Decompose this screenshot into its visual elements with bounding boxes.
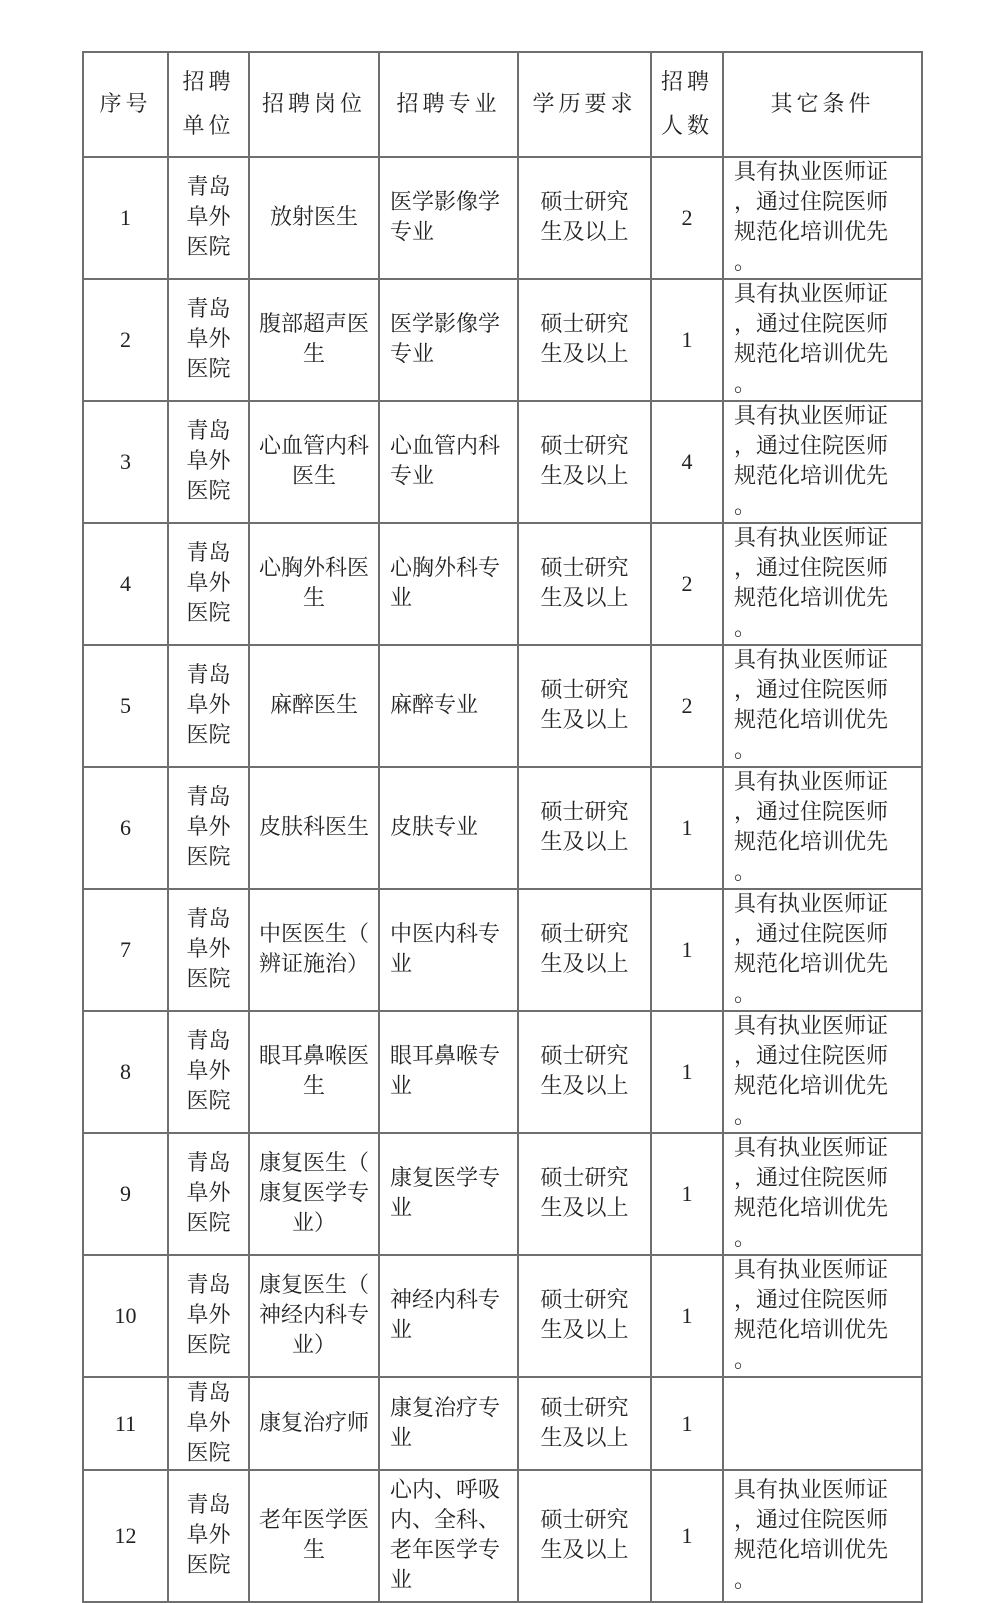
cell-count-text: 2 <box>681 693 693 718</box>
cell-other <box>723 1377 922 1470</box>
cell-position-text: 康复医生（ 神经内科专 业） <box>258 1273 369 1358</box>
cell-unit-text: 青岛 阜外 医院 <box>186 1029 231 1114</box>
cell-unit <box>168 1377 249 1470</box>
cell-education <box>518 1133 651 1255</box>
cell-major-text: 康复医学专 业 <box>390 1166 501 1221</box>
table-row <box>83 1133 922 1255</box>
header-row <box>83 52 922 157</box>
cell-education <box>518 645 651 767</box>
cell-position <box>249 401 379 523</box>
cell-count-text: 2 <box>681 205 693 230</box>
cell-index <box>83 523 168 645</box>
cell-unit-text: 青岛 阜外 医院 <box>186 1151 231 1236</box>
cell-count-text: 2 <box>681 571 693 596</box>
cell-index-text: 5 <box>120 693 131 718</box>
cell-unit-text: 青岛 阜外 医院 <box>186 1273 231 1358</box>
cell-unit-text: 青岛 阜外 医院 <box>186 785 231 870</box>
cell-major-text: 康复治疗专 业 <box>390 1395 501 1451</box>
cell-position <box>249 1377 379 1470</box>
header-unit <box>168 52 249 157</box>
cell-unit-text: 青岛 阜外 医院 <box>186 663 231 748</box>
cell-position-text: 麻醉医生 <box>269 693 358 718</box>
cell-education <box>518 1377 651 1470</box>
cell-other <box>723 1133 922 1255</box>
cell-count <box>651 157 723 279</box>
cell-count-text: 1 <box>681 1059 693 1084</box>
table-row <box>83 401 922 523</box>
header-index: 序号 <box>83 52 168 157</box>
cell-index-text: 8 <box>120 1059 131 1084</box>
cell-education-text: 硕士研究 生及以上 <box>540 1508 629 1563</box>
cell-index-text: 11 <box>114 1410 137 1436</box>
table-row <box>83 1255 922 1377</box>
cell-count-text: 1 <box>681 1410 693 1436</box>
cell-major-text: 皮肤专业 <box>390 815 479 840</box>
cell-count <box>651 1377 723 1470</box>
cell-education-text: 硕士研究 生及以上 <box>540 1166 629 1221</box>
cell-unit <box>168 157 249 279</box>
cell-education <box>518 1255 651 1377</box>
cell-major-text: 医学影像学 专业 <box>390 190 501 245</box>
cell-education-text: 硕士研究 生及以上 <box>540 922 629 977</box>
cell-index <box>83 767 168 889</box>
cell-index-text: 2 <box>120 327 131 352</box>
cell-count <box>651 523 723 645</box>
cell-position-text: 康复医生（ 康复医学专 业） <box>258 1151 369 1236</box>
cell-count-text: 1 <box>681 1303 693 1328</box>
header-count <box>651 52 723 157</box>
cell-unit-text: 青岛 阜外 医院 <box>186 297 231 382</box>
cell-major-text: 医学影像学 专业 <box>390 312 501 367</box>
cell-unit-text: 青岛 阜外 医院 <box>186 1380 231 1466</box>
cell-position-text: 眼耳鼻喉医 生 <box>258 1044 369 1099</box>
cell-position <box>249 523 379 645</box>
cell-index <box>83 1255 168 1377</box>
cell-count-text: 1 <box>681 937 693 962</box>
cell-position-text: 心血管内科 医生 <box>258 434 369 489</box>
cell-major-text: 眼耳鼻喉专 业 <box>390 1044 501 1099</box>
cell-other-text: 具有执业医师证 ，通过住院医师 规范化培训优先 。 <box>734 892 889 1007</box>
cell-other <box>723 645 922 767</box>
cell-position <box>249 1255 379 1377</box>
cell-index-text: 6 <box>120 815 131 840</box>
cell-index-text: 12 <box>114 1523 137 1548</box>
cell-education <box>518 279 651 401</box>
cell-education <box>518 157 651 279</box>
cell-major <box>379 645 518 767</box>
cell-position-text: 老年医学医 生 <box>258 1508 369 1563</box>
cell-count <box>651 767 723 889</box>
table-row <box>83 1377 922 1470</box>
cell-position <box>249 157 379 279</box>
cell-education-text: 硕士研究 生及以上 <box>540 434 629 489</box>
cell-education-text: 硕士研究 生及以上 <box>540 556 629 611</box>
cell-unit <box>168 401 249 523</box>
cell-education-text: 硕士研究 生及以上 <box>540 800 629 855</box>
cell-index-text: 4 <box>120 571 131 596</box>
table-row <box>83 523 922 645</box>
cell-other-text: 具有执业医师证 ，通过住院医师 规范化培训优先 。 <box>734 1478 889 1593</box>
cell-index-text: 10 <box>114 1303 137 1328</box>
cell-education <box>518 889 651 1011</box>
cell-unit <box>168 279 249 401</box>
cell-index <box>83 645 168 767</box>
cell-other-text: 具有执业医师证 ，通过住院医师 规范化培训优先 。 <box>734 526 889 641</box>
recruitment-table <box>82 51 923 1603</box>
cell-position-text: 中医医生（ 辨证施治） <box>258 922 369 977</box>
header-count-line2: 人数 <box>660 113 713 139</box>
cell-count <box>651 279 723 401</box>
cell-major-text: 麻醉专业 <box>390 693 479 718</box>
header-unit-line1: 招聘 <box>182 69 235 95</box>
cell-education <box>518 401 651 523</box>
cell-major <box>379 1470 518 1602</box>
cell-count <box>651 1255 723 1377</box>
cell-education <box>518 1470 651 1602</box>
cell-unit-text: 青岛 阜外 医院 <box>186 175 231 260</box>
cell-education-text: 硕士研究 生及以上 <box>540 1044 629 1099</box>
header-position: 招聘岗位 <box>249 52 379 157</box>
cell-other <box>723 1470 922 1602</box>
cell-major <box>379 279 518 401</box>
cell-other-text: 具有执业医师证 ，通过住院医师 规范化培训优先 。 <box>734 282 889 397</box>
cell-position-text: 皮肤科医生 <box>258 815 369 840</box>
cell-count <box>651 889 723 1011</box>
cell-other-text: 具有执业医师证 ，通过住院医师 规范化培训优先 。 <box>734 648 889 763</box>
cell-position <box>249 1133 379 1255</box>
cell-index-text: 3 <box>120 449 131 474</box>
cell-education-text: 硕士研究 生及以上 <box>540 312 629 367</box>
cell-unit-text: 青岛 阜外 医院 <box>186 1493 231 1578</box>
cell-index <box>83 1470 168 1602</box>
header-count-line1: 招聘 <box>660 69 713 95</box>
cell-index <box>83 1011 168 1133</box>
table-row <box>83 1011 922 1133</box>
cell-major-text: 神经内科专 业 <box>390 1288 501 1343</box>
cell-other <box>723 1011 922 1133</box>
cell-unit <box>168 1255 249 1377</box>
cell-unit-text: 青岛 阜外 医院 <box>186 541 231 626</box>
cell-index <box>83 1377 168 1470</box>
cell-major-text: 心内、呼吸 内、全科、 老年医学专 业 <box>390 1478 501 1593</box>
cell-education-text: 硕士研究 生及以上 <box>540 1395 629 1451</box>
cell-other-text: 具有执业医师证 ，通过住院医师 规范化培训优先 。 <box>734 404 889 519</box>
cell-position-text: 心胸外科医 生 <box>258 556 369 611</box>
cell-other-text: 具有执业医师证 ，通过住院医师 规范化培训优先 。 <box>734 1014 889 1129</box>
cell-count-text: 1 <box>681 327 693 352</box>
cell-position <box>249 645 379 767</box>
table-row <box>83 157 922 279</box>
header-education: 学历要求 <box>518 52 651 157</box>
cell-other-text: 具有执业医师证 ，通过住院医师 规范化培训优先 。 <box>734 160 889 275</box>
cell-position <box>249 889 379 1011</box>
cell-major <box>379 1255 518 1377</box>
cell-major-text: 心胸外科专 业 <box>390 556 501 611</box>
cell-index <box>83 401 168 523</box>
cell-position <box>249 1470 379 1602</box>
cell-unit <box>168 1133 249 1255</box>
cell-count <box>651 1011 723 1133</box>
cell-unit <box>168 645 249 767</box>
cell-position-text: 腹部超声医 生 <box>258 312 369 367</box>
cell-unit-text: 青岛 阜外 医院 <box>186 419 231 504</box>
cell-index <box>83 1133 168 1255</box>
cell-position <box>249 279 379 401</box>
cell-count-text: 1 <box>681 1181 693 1206</box>
cell-count-text: 4 <box>681 449 693 474</box>
cell-major <box>379 1377 518 1470</box>
cell-major <box>379 1011 518 1133</box>
cell-major <box>379 767 518 889</box>
cell-education <box>518 523 651 645</box>
cell-major <box>379 157 518 279</box>
header-unit-line2: 单位 <box>182 113 235 139</box>
cell-position-text: 放射医生 <box>269 205 358 230</box>
header-major: 招聘专业 <box>379 52 518 157</box>
cell-count <box>651 1133 723 1255</box>
cell-other <box>723 889 922 1011</box>
header-other: 其它条件 <box>723 52 922 157</box>
cell-other-text: 具有执业医师证 ，通过住院医师 规范化培训优先 。 <box>734 1258 889 1373</box>
cell-other <box>723 523 922 645</box>
table-row <box>83 279 922 401</box>
cell-position <box>249 1011 379 1133</box>
cell-other-text: 具有执业医师证 ，通过住院医师 规范化培训优先 。 <box>734 770 889 885</box>
cell-count-text: 1 <box>681 815 693 840</box>
cell-education-text: 硕士研究 生及以上 <box>540 190 629 245</box>
cell-count <box>651 1470 723 1602</box>
cell-position <box>249 767 379 889</box>
cell-other <box>723 279 922 401</box>
table-row <box>83 767 922 889</box>
cell-count-text: 1 <box>681 1523 693 1548</box>
cell-major <box>379 401 518 523</box>
cell-index <box>83 279 168 401</box>
cell-major <box>379 523 518 645</box>
cell-education <box>518 1011 651 1133</box>
table-row <box>83 889 922 1011</box>
cell-other-text: 具有执业医师证 ，通过住院医师 规范化培训优先 。 <box>734 1136 889 1251</box>
cell-index-text: 9 <box>120 1181 131 1206</box>
cell-index-text: 1 <box>120 205 131 230</box>
cell-education-text: 硕士研究 生及以上 <box>540 1288 629 1343</box>
cell-other <box>723 1255 922 1377</box>
cell-unit <box>168 1011 249 1133</box>
cell-education-text: 硕士研究 生及以上 <box>540 678 629 733</box>
cell-major <box>379 1133 518 1255</box>
cell-index <box>83 157 168 279</box>
cell-education <box>518 767 651 889</box>
cell-index <box>83 889 168 1011</box>
cell-count <box>651 645 723 767</box>
cell-other <box>723 401 922 523</box>
cell-major-text: 中医内科专 业 <box>390 922 501 977</box>
table-row <box>83 1470 922 1602</box>
cell-major <box>379 889 518 1011</box>
cell-major-text: 心血管内科 专业 <box>390 434 501 489</box>
cell-other <box>723 157 922 279</box>
cell-position-text: 康复治疗师 <box>258 1410 369 1436</box>
cell-index-text: 7 <box>120 937 131 962</box>
cell-unit <box>168 1470 249 1602</box>
table-row <box>83 645 922 767</box>
cell-unit <box>168 889 249 1011</box>
cell-other <box>723 767 922 889</box>
cell-unit <box>168 523 249 645</box>
cell-unit <box>168 767 249 889</box>
cell-count <box>651 401 723 523</box>
cell-unit-text: 青岛 阜外 医院 <box>186 907 231 992</box>
